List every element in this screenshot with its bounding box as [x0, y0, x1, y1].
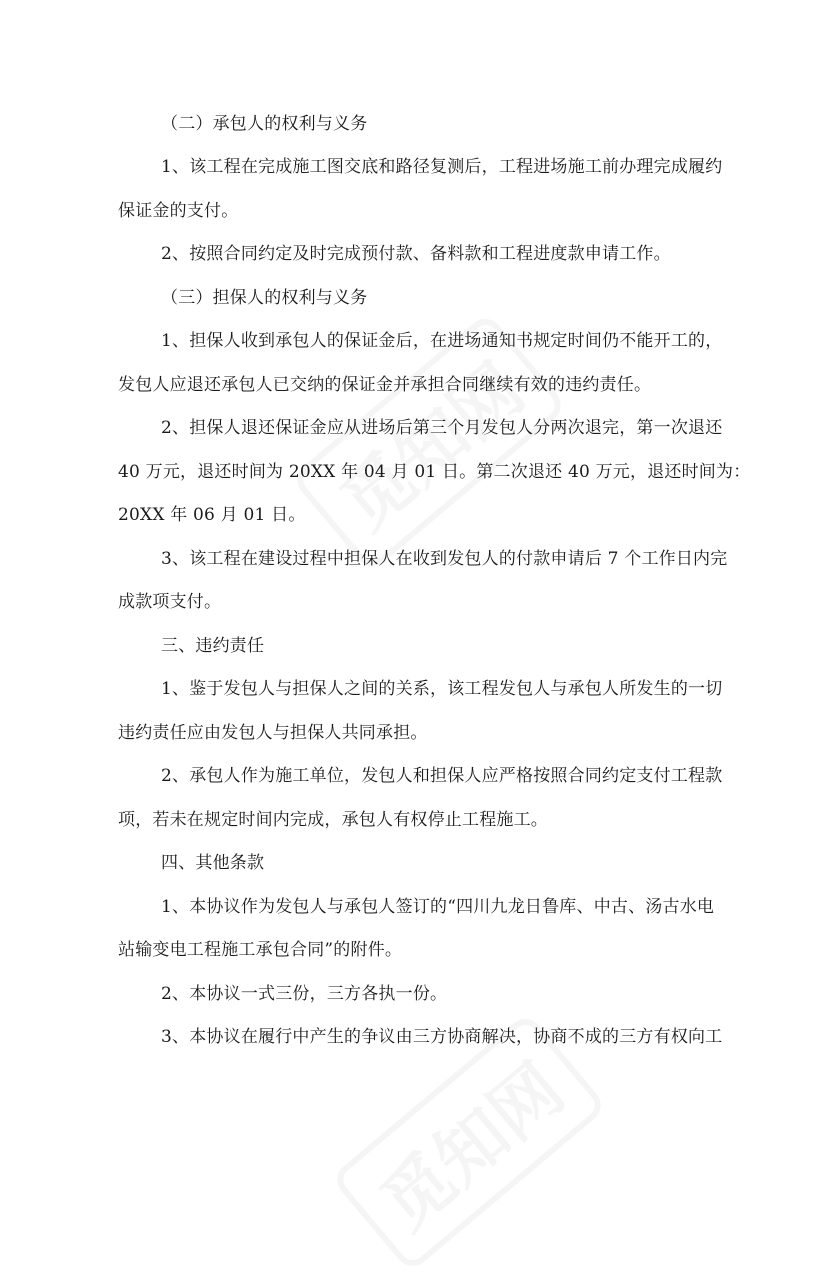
- paragraph-line: 2、本协议一式三份，三方各执一份。: [161, 984, 448, 1004]
- paragraph-line: 发包人应退还承包人已交纳的保证金并承担合同继续有效的违约责任。: [118, 375, 652, 395]
- paragraph-line: 3、该工程在建设过程中担保人在收到发包人的付款申请后 7 个工作日内完: [161, 549, 728, 569]
- paragraph-line: 1、本协议作为发包人与承包人签订的“四川九龙日鲁库、中古、汤古水电: [161, 897, 715, 917]
- paragraph-line: 20XX 年 06 月 01 日。: [118, 505, 306, 525]
- paragraph-line: 40 万元，退还时间为 20XX 年 04 月 01 日。第二次退还 40 万元，退还时间为：: [118, 462, 751, 482]
- paragraph-line: 保证金的支付。: [118, 201, 239, 221]
- paragraph-line: 3、本协议在履行中产生的争议由三方协商解决，协商不成的三方有权向工: [161, 1027, 723, 1047]
- paragraph-line: 1、该工程在完成施工图交底和路径复测后，工程进场施工前办理完成履约: [161, 157, 723, 177]
- paragraph-line: 2、承包人作为施工单位，发包人和担保人应严格按照合同约定支付工程款: [161, 766, 723, 786]
- paragraph-line: 1、鉴于发包人与担保人之间的关系，该工程发包人与承包人所发生的一切: [161, 679, 723, 699]
- section-heading-guarantor: （三）担保人的权利与义务: [161, 288, 368, 308]
- paragraph-line: 违约责任应由发包人与担保人共同承担。: [118, 723, 428, 743]
- watermark-text: [366, 1048, 580, 1246]
- paragraph-line: 2、担保人退还保证金应从进场后第三个月发包人分两次退完，第一次退还: [161, 418, 723, 438]
- paragraph-line: 1、担保人收到承包人的保证金后，在进场通知书规定时间仍不能开工的，: [161, 331, 723, 351]
- section-heading-other-terms: 四、其他条款: [161, 853, 265, 873]
- paragraph-line: 2、按照合同约定及时完成预付款、备料款和工程进度款申请工作。: [161, 244, 671, 264]
- paragraph-line: 成款项支付。: [118, 592, 222, 612]
- paragraph-line: 站输变电工程施工承包合同”的附件。: [118, 940, 403, 960]
- paragraph-line: 项，若未在规定时间内完成，承包人有权停止工程施工。: [118, 810, 548, 830]
- section-heading-contractor: （二）承包人的权利与义务: [161, 114, 368, 134]
- section-heading-breach: 三、违约责任: [161, 636, 265, 656]
- watermark-stamp: [330, 1012, 608, 1273]
